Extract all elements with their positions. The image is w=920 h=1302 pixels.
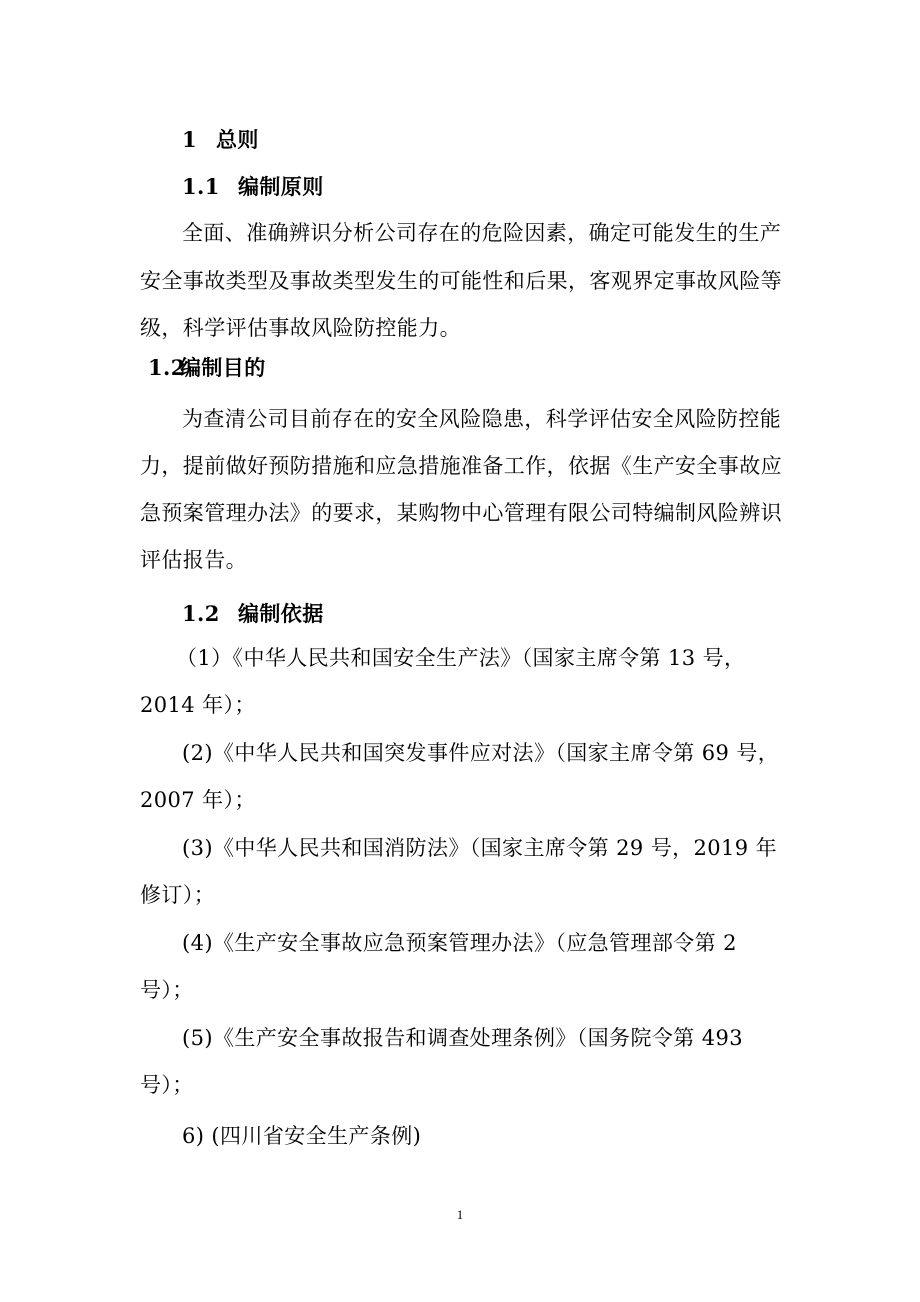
paragraph-line: 安全事故类型及事故类型发生的可能性和后果，客观界定事故风险等: [140, 269, 782, 293]
heading-principle: [182, 172, 324, 202]
basis-item-5-line: (5)《生产安全事故报告和调查处理条例》（国务院令第 493: [182, 1026, 744, 1050]
paragraph-line: 全面、准确辨识分析公司存在的危险因素，确定可能发生的生产: [182, 221, 782, 245]
heading-general: [182, 125, 259, 155]
heading-title: 编制依据: [238, 601, 324, 626]
basis-item-4-line: 号）；: [140, 978, 194, 1002]
basis-item-5-line: 号）；: [140, 1073, 194, 1097]
heading-number: 1.2: [182, 601, 220, 626]
paragraph-line: 级，科学评估事故风险防控能力。: [140, 316, 461, 340]
basis-item-3-line: 修订）；: [140, 883, 216, 907]
page-number: 1: [456, 1207, 464, 1222]
paragraph-line: 急预案管理办法》的要求，某购物中心管理有限公司特编制风险辨识: [140, 501, 782, 525]
basis-item-3-line: (3)《中华人民共和国消防法》（国家主席令第 29 号，2019 年: [182, 836, 778, 860]
heading-number: 1.1: [182, 174, 220, 199]
basis-item-1-line: （1）《中华人民共和国安全生产法》（国家主席令第 13 号，: [176, 646, 746, 670]
heading-number: 1.2: [148, 355, 186, 380]
basis-item-6-line: 6) (四川省安全生产条例): [182, 1124, 422, 1148]
heading-number: 1: [182, 127, 198, 152]
heading-purpose: [148, 353, 266, 383]
heading-title: 编制原则: [238, 174, 324, 199]
paragraph-line: 力，提前做好预防措施和应急措施准备工作，依据《生产安全事故应: [140, 454, 782, 478]
basis-item-1-line: 2014 年）；: [140, 693, 256, 717]
paragraph-line: 为查清公司目前存在的安全风险隐患，科学评估安全风险防控能: [182, 407, 782, 431]
heading-basis: [182, 599, 324, 629]
basis-item-4-line: (4)《生产安全事故应急预案管理办法》（应急管理部令第 2: [182, 931, 737, 955]
basis-item-2-line: (2)《中华人民共和国突发事件应对法》（国家主席令第 69 号，: [182, 741, 780, 765]
heading-title: 总则: [216, 127, 259, 152]
paragraph-line: 评估报告。: [140, 548, 247, 572]
heading-title: 编制目的: [180, 355, 266, 380]
basis-item-2-line: 2007 年）；: [140, 788, 256, 812]
